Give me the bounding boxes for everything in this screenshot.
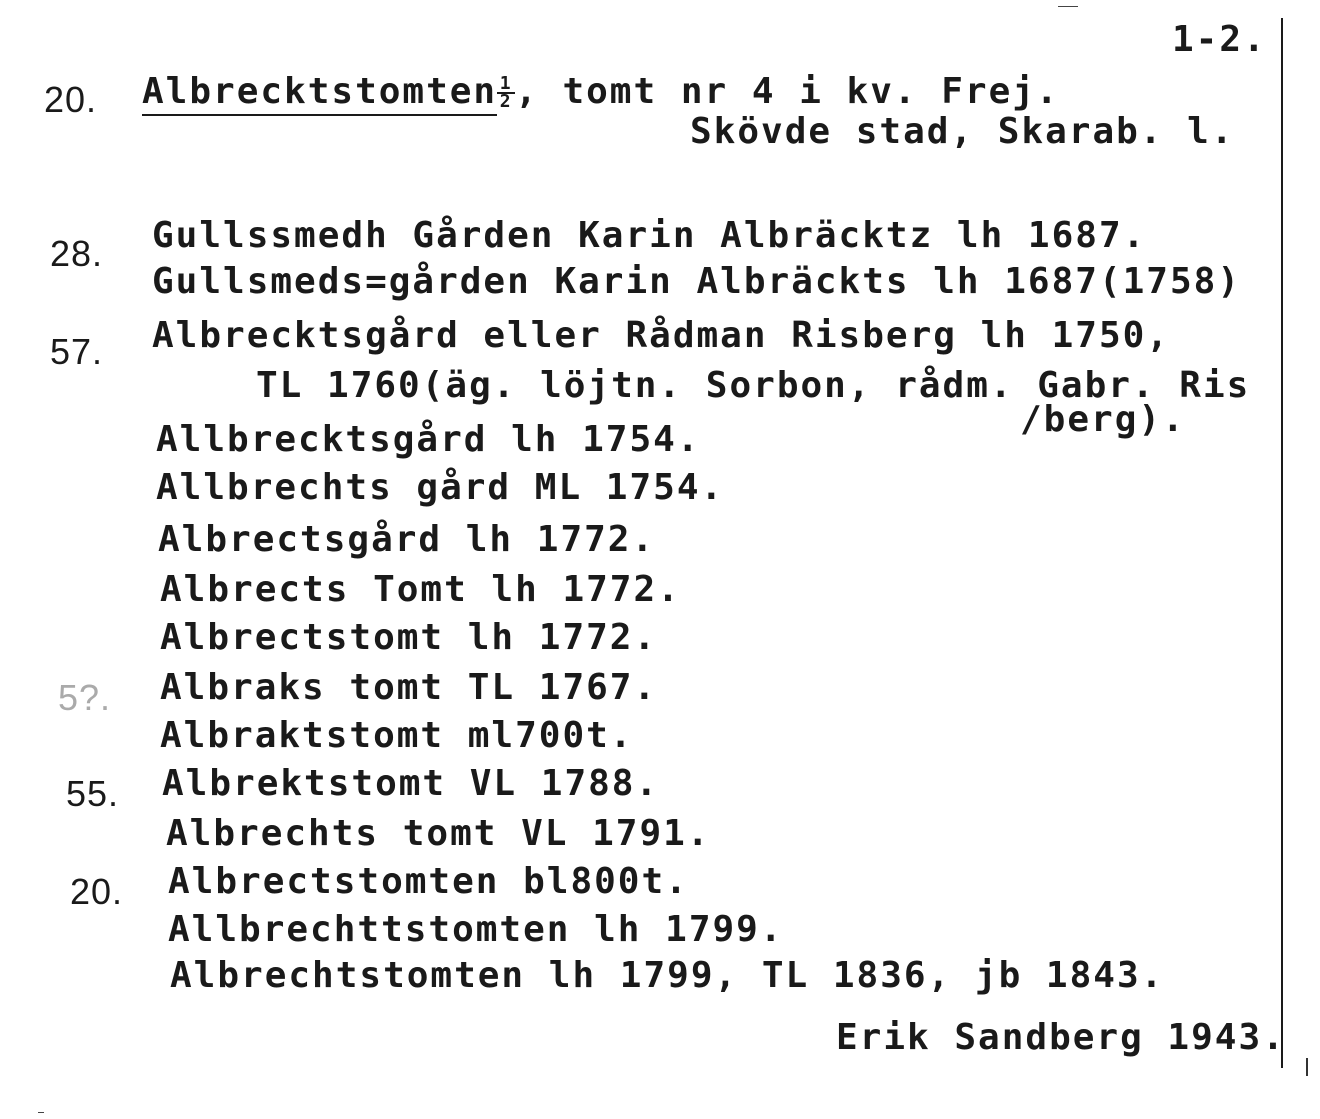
entry-number: 28. bbox=[50, 233, 104, 274]
entry-line: Albrektstomt VL 1788. bbox=[162, 763, 660, 804]
page-reference: 1-2. bbox=[1172, 19, 1267, 60]
entry-number: 55. bbox=[66, 773, 120, 814]
entry-line: Albrectstomt lh 1772. bbox=[160, 617, 658, 658]
header-rest: , tomt nr 4 i kv. Frej. bbox=[515, 71, 1060, 112]
entry-line: Allbrecktsgård lh 1754. bbox=[156, 419, 701, 460]
entry-line: TL 1760(äg. löjtn. Sorbon, rådm. Gabr. Ris bbox=[256, 365, 1251, 406]
speck bbox=[38, 1112, 44, 1113]
header-fraction: $\frac{1}{2}$ bbox=[497, 76, 515, 110]
entry-line: Albrechts tomt VL 1791. bbox=[166, 813, 711, 854]
card-right-edge bbox=[1281, 18, 1283, 1068]
signature: Erik Sandberg 1943. bbox=[836, 1017, 1286, 1058]
entry-line: Gullsmeds=gården Karin Albräckts lh 1687(1758) bbox=[152, 261, 1241, 302]
entry-line: /berg). bbox=[1020, 399, 1186, 440]
header-title bbox=[142, 71, 1060, 112]
entry-line: Albrectstomten bl800t. bbox=[168, 861, 689, 902]
entry-line: Albrectsgård lh 1772. bbox=[158, 519, 656, 560]
header-location: Skövde stad, Skarab. l. bbox=[690, 111, 1235, 152]
entry-line: Albrechtstomten lh 1799, TL 1836, jb 1843. bbox=[170, 955, 1165, 996]
header-name: Albrecktstomten bbox=[142, 71, 497, 116]
entry-line: Albraktstomt ml700t. bbox=[160, 715, 634, 756]
entry-number: 5?. bbox=[58, 677, 112, 718]
entry-number: 20. bbox=[70, 871, 124, 912]
entry-line: Albraks tomt TL 1767. bbox=[160, 667, 658, 708]
card-corner-mark bbox=[1306, 1058, 1308, 1076]
entry-line: Albrecktsgård eller Rådman Risberg lh 1750, bbox=[152, 315, 1170, 356]
entry-line: Allbrechts gård ML 1754. bbox=[156, 467, 725, 508]
speck bbox=[1058, 6, 1078, 7]
entry-number: 57. bbox=[50, 331, 104, 372]
entry-line: Allbrechttstomten lh 1799. bbox=[168, 909, 784, 950]
entry-line: Albrects Tomt lh 1772. bbox=[160, 569, 681, 610]
header-number: 20. bbox=[44, 79, 98, 120]
entry-line: Gullssmedh Gården Karin Albräcktz lh 1687. bbox=[152, 215, 1147, 256]
